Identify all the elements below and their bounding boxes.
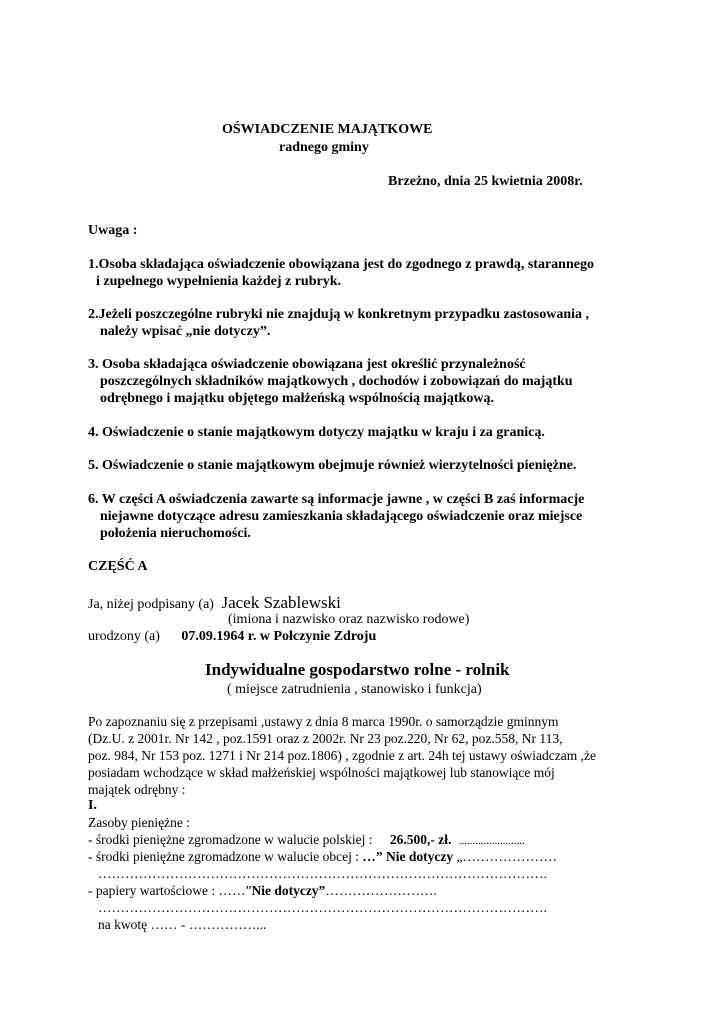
employment-hint: ( miejsce zatrudnienia , stanowisko i funkcja) <box>227 682 482 697</box>
foreign-label: - środki pieniężne zgromadzone w walucie obcej : <box>88 849 363 864</box>
employment: Indywidualne gospodarstwo rolne - rolnik <box>205 660 510 679</box>
section-number: I. <box>88 798 97 813</box>
pln-dots: ........................ <box>458 835 525 847</box>
foreign-tail: „………………… <box>453 849 557 864</box>
intro-line-4: posiadam wchodzące w skład małżeńskiej wspólności majątkowej lub stanowiące mój <box>88 765 555 780</box>
notice-item-4: 4. Oświadczenie o stanie majątkowym dotyczy majątku w kraju i za granicą. <box>88 425 545 440</box>
notice-item-3-line-2: poszczególnych składników majątkowych , dochodów i zobowiązań do majątku <box>100 374 573 389</box>
foreign-value: …” Nie dotyczy <box>362 849 454 864</box>
pln-label: - środki pieniężne zgromadzone w walucie polskiej : <box>88 832 373 847</box>
notice-item-6-line-3: położenia nieruchomości. <box>100 526 251 541</box>
resources-label: Zasoby pieniężne : <box>88 815 190 830</box>
securities-label: - papiery wartościowe : ……” <box>88 883 252 898</box>
signed-name: Jacek Szablewski <box>221 593 341 612</box>
securities-line <box>88 882 437 899</box>
foreign-line <box>88 848 557 865</box>
place-date: Brzeżno, dnia 25 kwietnia 2008r. <box>388 174 583 189</box>
amount-line: na kwotę …… - ……………... <box>98 917 267 932</box>
intro-line-3: poz. 984, Nr 153 poz. 1271 i Nr 214 poz.1806) , zgodnie z art. 24h tej ustawy oświadczam ,że <box>88 748 596 763</box>
intro-line-5: majątek odrębny : <box>88 782 186 797</box>
notice-item-5: 5. Oświadczenie o stanie majątkowym obejmuje również wierzytelności pieniężne. <box>88 458 577 473</box>
securities-value: Nie dotyczy” <box>251 883 326 898</box>
pln-value: 26.500,- zł. <box>389 832 452 847</box>
notice-item-3-line-1: 3. Osoba składająca oświadczenie obowiązana jest określić przynależność <box>88 357 526 372</box>
intro-line-1: Po zapoznaniu się z przepisami ,ustawy z dnia 8 marca 1990r. o samorządzie gminnym <box>88 714 559 729</box>
securities-dots: ………………………………………………………………………………………. <box>98 900 547 915</box>
name-hint: (imiona i nazwisko oraz nazwisko rodowe) <box>228 612 470 627</box>
notice-item-2-line-2: należy wpisać „nie dotyczy”. <box>100 324 271 339</box>
born-value: 07.09.1964 r. w Połczynie Zdroju <box>181 629 377 644</box>
born-label: urodzony (a) <box>88 629 160 644</box>
notice-heading: Uwaga : <box>88 223 138 238</box>
birth-line <box>88 628 376 645</box>
notice-item-1-line-1: 1.Osoba składająca oświadczenie obowiązana jest do zgodnego z prawdą, starannego <box>88 257 594 272</box>
intro-line-2: (Dz.U. z 2001r. Nr 142 , poz.1591 oraz z 2002r. Nr 23 poz.220, Nr 62, poz.558, Nr 113, <box>88 731 563 746</box>
part-a-heading: CZĘŚĆ A <box>88 559 148 574</box>
foreign-dots: ………………………………………………………………………………………. <box>98 866 547 881</box>
notice-item-1-line-2: i zupełnego wypełnienia każdej z rubryk. <box>96 274 342 289</box>
notice-item-3-line-3: odrębnego i majątku objętego małżeńską wspólnością majątkową. <box>100 391 494 406</box>
document-title: OŚWIADCZENIE MAJĄTKOWE <box>222 122 433 137</box>
securities-tail: ……………………. <box>325 883 437 898</box>
notice-item-6-line-2: niejawne dotyczące adresu zamieszkania składającego oświadczenie oraz miejsce <box>100 509 583 524</box>
signed-label: Ja, niżej podpisany (a) <box>88 597 214 612</box>
notice-item-2-line-1: 2.Jeżeli poszczególne rubryki nie znajdują w konkretnym przypadku zastosowania , <box>88 307 590 322</box>
notice-item-6-line-1: 6. W części A oświadczenia zawarte są informacje jawne , w części B zaś informacje <box>88 492 585 507</box>
document-subtitle: radnego gminy <box>279 140 369 155</box>
